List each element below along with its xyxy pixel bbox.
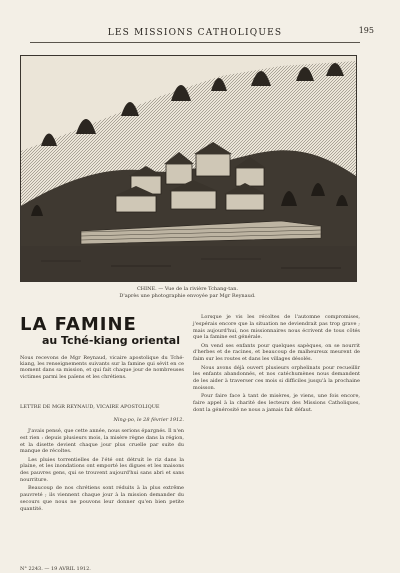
- illustration-caption: [20, 286, 355, 300]
- landscape-engraving: [20, 55, 357, 282]
- paragraph: Nous avons déjà ouvert plusieurs orphelinats pour recueillir les enfants abandonnés, et nos catéchumènes nous demandent de les aider à traverser ces mois si difficiles jusqu'à la prochaine moisson.: [193, 364, 360, 391]
- article-title: LA FAMINE: [20, 314, 137, 335]
- left-column: [20, 428, 184, 514]
- issue-footer: N° 2243. — 19 AVRIL 1912.: [20, 566, 91, 572]
- right-column: [193, 314, 360, 415]
- journal-title: LES MISSIONS CATHOLIQUES: [107, 28, 283, 38]
- caption-line-2: D'après une photographie envoyée par Mgr Reynaud.: [119, 293, 256, 299]
- paragraph: Beaucoup de nos chrétiens sont réduits à la plus extrême pauvreté ; ils viennent chaque jour à la mission demander du secours que nous ne pouvons leur donner qu'en bien petite quantité.: [20, 485, 184, 512]
- letter-date: Ning-po, le 28 février 1912.: [113, 417, 184, 423]
- letter-heading: LETTRE DE MGR REYNAUD, VICAIRE APOSTOLIQUE: [20, 404, 160, 410]
- article-intro: Nous recevons de Mgr Reynaud, vicaire apostolique du Tché-kiang, les renseignements suivants sur la famine qui sévit en ce moment dans sa mission, et qui fait chaque jour de nombreuses victimes parmi les païens et les chrétiens.: [20, 355, 184, 380]
- paragraph: Pour faire face à tant de misères, je viens, une fois encore, faire appel à la charité des lecteurs des Missions Catholiques, dont la générosité ne nous a jamais fait défaut.: [193, 393, 360, 413]
- caption-line-1: CHINE. — Vue de la rivière Tchang-tan.: [136, 286, 239, 292]
- paragraph: On vend ses enfants pour quelques sapèques, on se nourrit d'herbes et de racines, et beaucoup de malheureux meurent de faim sur les routes et dans les villages désolés.: [193, 342, 360, 363]
- article-subtitle: au Tché-kiang oriental: [41, 334, 180, 347]
- paragraph: Les pluies torrentielles de l'été ont détruit le riz dans la plaine, et les inondations ont emporté les digues et les maisons des pauvres gens, qui se trouvent aujourd'hui sans abri et sans nourriture.: [20, 456, 184, 484]
- engraving-drawing: [21, 56, 356, 281]
- page-header: [30, 26, 374, 43]
- paragraph: J'avais pensé, que cette année, nous serions épargnés. Il n'en est rien : depuis plusieurs mois, la misère règne dans la région, et la disette devient chaque jour plus cruelle par suite du manque de récoltes.: [20, 428, 184, 455]
- page-number: 195: [358, 26, 374, 35]
- paragraph: Lorsque je vis les récoltes de l'automne compromises, j'espérais encore que la situation ne deviendrait pas trop grave ; mais aujourd'hui, nos missionnaires nous écrivent de tous côtés que la famine est générale.: [193, 314, 360, 341]
